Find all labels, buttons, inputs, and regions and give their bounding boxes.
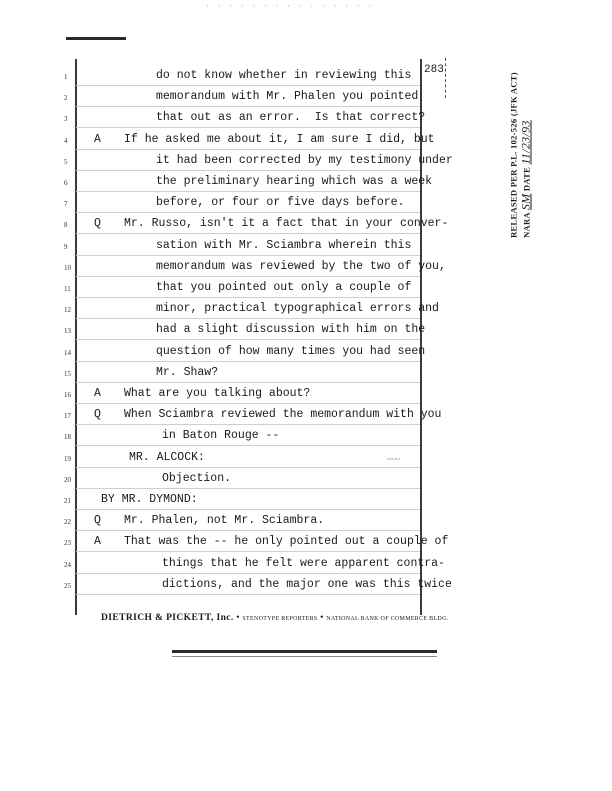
transcript-line-text: things that he felt were apparent contra- (162, 556, 445, 570)
transcript-line-text: question of how many times you had seen (156, 344, 426, 358)
line-rule (76, 403, 420, 404)
reporter-footer (101, 613, 449, 623)
line-number: 10 (64, 263, 71, 272)
line-rule (76, 361, 420, 362)
line-number: 18 (64, 433, 71, 442)
line-rule (76, 170, 420, 171)
reporter-role: STENOTYPE REPORTERS (242, 616, 318, 622)
release-stamp (508, 72, 533, 238)
transcript-line-text: BY MR. DYMOND: (101, 493, 198, 506)
line-rule (76, 212, 420, 213)
line-rule (76, 488, 420, 489)
stamp-release-line: RELEASED PER P.L. 102-526 (JFK ACT) (508, 72, 519, 238)
line-number: 2 (64, 94, 68, 103)
speaker-marker: Q (94, 217, 101, 231)
transcript-line-text: MR. ALCOCK: (129, 450, 205, 464)
line-rule (76, 276, 420, 277)
transcript-line-text: Mr. Shaw? (156, 365, 219, 379)
speaker-marker: A (94, 535, 101, 549)
speaker-marker: Q (94, 514, 101, 528)
transcript-line-text: had a slight discussion with him on the (156, 323, 426, 337)
line-rule (76, 149, 420, 150)
line-rule (76, 445, 420, 446)
line-rule (76, 382, 420, 383)
stamp-date: 11/23/93 (518, 120, 533, 165)
reporter-firm: DIETRICH & PICKETT, Inc. (101, 613, 234, 623)
line-number: 24 (64, 560, 71, 569)
footer-separator: • (233, 613, 243, 623)
transcript-line-text: That was the -- he only pointed out a couple of (124, 535, 449, 549)
line-rule (76, 85, 420, 86)
line-number: 17 (64, 412, 71, 421)
transcript-line-text: Mr. Phalen, not Mr. Sciambra. (124, 514, 325, 528)
line-number: 21 (64, 497, 71, 505)
speaker-marker: Q (94, 408, 101, 422)
transcript-line-text: before, or four or five days before. (156, 196, 405, 210)
line-rule (76, 297, 420, 298)
stamp-date-label: DATE (521, 166, 532, 192)
transcript-line-text: What are you talking about? (124, 387, 311, 400)
line-number: 15 (64, 369, 71, 378)
line-rule (76, 106, 420, 107)
line-number: 6 (64, 179, 68, 187)
transcript-line-text: memorandum with Mr. Phalen you pointed (156, 90, 419, 104)
line-rule (76, 255, 420, 256)
line-rule (76, 424, 420, 425)
footer-separator: • (317, 613, 327, 623)
transcript-line-text: dictions, and the major one was this twice (162, 577, 452, 591)
line-number: 9 (64, 242, 68, 251)
line-number: 7 (64, 200, 68, 209)
line-number: 12 (64, 306, 71, 315)
line-number: 16 (64, 391, 71, 399)
line-number: 25 (64, 581, 71, 590)
line-rule (76, 509, 420, 510)
transcript-line-text: If he asked me about it, I am sure I did, but (124, 132, 435, 146)
line-rule (76, 339, 420, 340)
stamp-nara-line (520, 72, 533, 238)
transcript-line-text: Objection. (162, 471, 232, 485)
transcript-line-text: in Baton Rouge -- (162, 429, 280, 443)
corner-rule (66, 37, 126, 40)
line-rule (76, 551, 420, 552)
line-number: 8 (64, 221, 68, 230)
line-number: 20 (64, 475, 71, 484)
line-rule (76, 573, 420, 574)
transcript-line-text: do not know whether in reviewing this (156, 69, 412, 82)
margin-ticks (445, 58, 449, 98)
bottom-rule (172, 650, 437, 653)
line-number: 5 (64, 157, 68, 166)
transcript-line-text: that out as an error. Is that correct? (156, 111, 426, 125)
line-rule (76, 318, 420, 319)
transcript-line-text: the preliminary hearing which was a week (156, 175, 433, 188)
transcript-line-text: that you pointed out only a couple of (156, 281, 412, 294)
reporter-address: NATIONAL BANK OF COMMERCE BLDG. (326, 616, 449, 622)
line-number: 14 (64, 348, 71, 357)
line-number: 13 (64, 327, 71, 336)
line-rule (76, 530, 420, 531)
line-number: 3 (64, 115, 68, 124)
line-number: 1 (64, 73, 68, 81)
stamp-initials: SM (518, 193, 533, 211)
line-rule (76, 233, 420, 234)
line-number: 11 (64, 285, 71, 293)
transcript-line-text: Mr. Russo, isn't it a fact that in your conver- (124, 217, 449, 231)
line-rule (76, 594, 420, 595)
line-number: 19 (64, 454, 71, 463)
transcript-line-text: minor, practical typographical errors and (156, 302, 439, 316)
speaker-marker: A (94, 132, 101, 146)
faint-header-text: · · · · · · · · · · · · · · · (205, 2, 374, 11)
page-number: 283 (424, 64, 444, 76)
transcript-line-text: it had been corrected by my testimony under (156, 153, 453, 167)
speaker-marker: A (94, 387, 101, 400)
line-rule (76, 467, 420, 468)
margin-scribble: ~~~· (387, 456, 402, 463)
line-number: 4 (64, 136, 68, 145)
line-number: 22 (64, 518, 71, 527)
bottom-rule-thin (172, 656, 437, 657)
stamp-nara-label: NARA (521, 212, 532, 238)
line-number: 23 (64, 539, 71, 548)
line-rule (76, 127, 420, 128)
transcript-line-text: When Sciambra reviewed the memorandum with you (124, 408, 442, 422)
line-rule (76, 191, 420, 192)
transcript-line-text: sation with Mr. Sciambra wherein this (156, 238, 412, 252)
transcript-line-text: memorandum was reviewed by the two of you, (156, 259, 446, 273)
